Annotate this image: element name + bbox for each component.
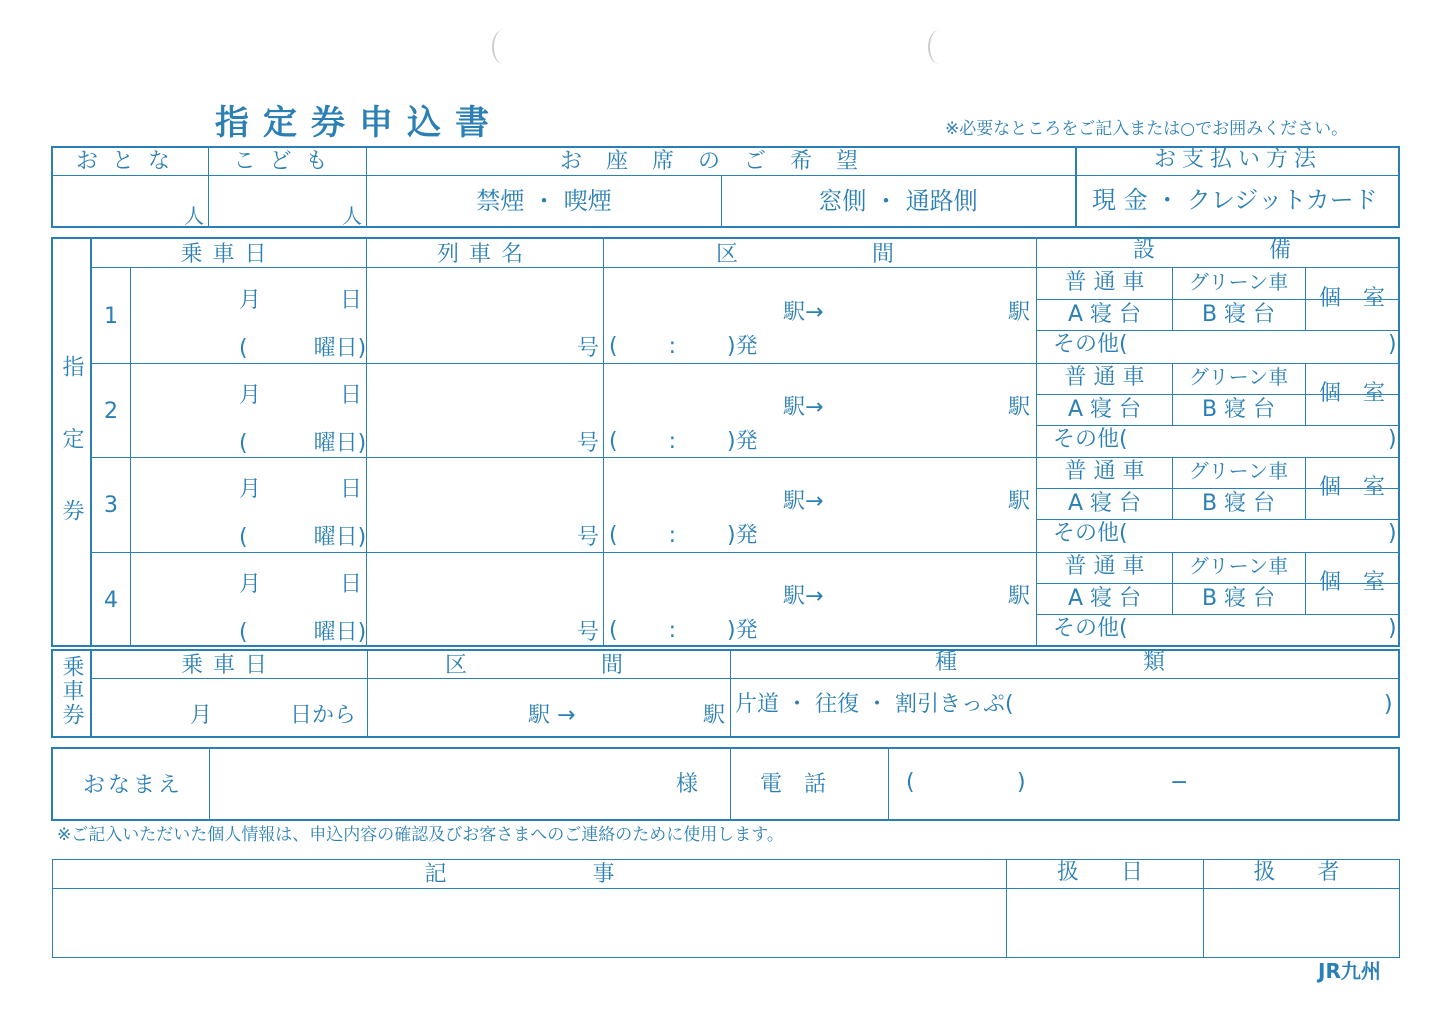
punch-hole-right xyxy=(928,30,950,64)
header-section: 区 間 xyxy=(715,242,924,267)
day-label: 日 xyxy=(340,477,363,502)
departure-time-label: ( : )発 xyxy=(609,334,758,359)
phone-open-paren: ( xyxy=(906,770,915,795)
station-from-label: 駅→ xyxy=(783,395,824,420)
reserved-row xyxy=(91,457,1399,551)
train-number-label: 号 xyxy=(577,336,600,361)
other-facility-close: ) xyxy=(1388,521,1397,546)
adult-label: おとな xyxy=(75,149,184,174)
station-to-label: 駅 xyxy=(1008,489,1031,514)
other-facility-label[interactable]: その他( xyxy=(1053,427,1128,452)
row-number: 2 xyxy=(104,399,118,424)
station-from-label: 駅→ xyxy=(783,300,824,325)
other-facility-label[interactable]: その他( xyxy=(1053,521,1128,546)
weekday-label: ( 曜日) xyxy=(239,620,367,645)
ticket-day-from: 日から xyxy=(290,703,357,728)
form-title: 指定券申込書 xyxy=(215,103,503,143)
train-name-field[interactable] xyxy=(368,270,602,360)
day-label: 日 xyxy=(340,288,363,313)
reserved-section-text: 指定券 xyxy=(59,355,84,571)
ticket-header-section: 区 間 xyxy=(444,653,653,678)
sleeper-a-option[interactable]: A 寝 台 xyxy=(1067,302,1142,327)
reserved-row xyxy=(91,552,1399,646)
sleeper-a-option[interactable]: A 寝 台 xyxy=(1067,397,1142,422)
other-facility-close: ) xyxy=(1388,427,1397,452)
month-label: 月 xyxy=(239,383,262,408)
month-label: 月 xyxy=(239,572,262,597)
train-number-label: 号 xyxy=(577,431,600,456)
handler-label: 扱 者 xyxy=(1253,860,1350,885)
header-train-name: 列車名 xyxy=(436,242,533,267)
row-number: 3 xyxy=(104,493,118,518)
header-ride-date: 乗車日 xyxy=(180,242,277,267)
basic-ticket-section-text: 乗車券 xyxy=(59,655,84,727)
month-label: 月 xyxy=(239,477,262,502)
ticket-header-type: 種 類 xyxy=(934,650,1195,675)
smoking-options[interactable]: 禁煙 ・ 喫煙 xyxy=(476,187,612,215)
departure-time-label: ( : )発 xyxy=(609,523,758,548)
name-honorific: 様 xyxy=(676,772,699,797)
car-ordinary-option[interactable]: 普 通 車 xyxy=(1064,554,1145,579)
weekday-label: ( 曜日) xyxy=(239,336,367,361)
car-green-option[interactable]: グリーン車 xyxy=(1188,270,1289,294)
basic-ticket-section-label xyxy=(52,655,90,727)
reserved-row xyxy=(91,268,1399,362)
train-name-field[interactable] xyxy=(368,459,602,549)
header-facility: 設 備 xyxy=(1132,238,1303,263)
other-facility-close: ) xyxy=(1388,332,1397,357)
seat-position-options[interactable]: 窓側 ・ 通路側 xyxy=(818,187,978,215)
private-room-option[interactable]: 個 室 xyxy=(1318,286,1385,311)
other-facility-close: ) xyxy=(1388,616,1397,641)
other-facility-label[interactable]: その他( xyxy=(1053,616,1128,641)
car-ordinary-option[interactable]: 普 通 車 xyxy=(1064,459,1145,484)
instruction-note: ※必要なところをご記入または○でお囲みください。 xyxy=(945,119,1349,139)
punch-hole-left xyxy=(492,30,514,64)
private-room-option[interactable]: 個 室 xyxy=(1318,381,1385,406)
adult-person-unit: 人 xyxy=(184,204,204,228)
notes-label: 記 事 xyxy=(424,862,635,887)
station-to-label: 駅 xyxy=(1008,395,1031,420)
child-person-unit: 人 xyxy=(342,204,362,228)
weekday-label: ( 曜日) xyxy=(239,431,367,456)
ticket-type-close: ) xyxy=(1384,692,1393,717)
car-ordinary-option[interactable]: 普 通 車 xyxy=(1064,365,1145,390)
handling-date-label: 扱 日 xyxy=(1056,860,1153,885)
ticket-header-date: 乗車日 xyxy=(180,653,277,678)
other-facility-label[interactable]: その他( xyxy=(1053,332,1128,357)
privacy-note: ※ご記入いただいた個人情報は、申込内容の確認及びお客さまへのご連絡のために使用します。 xyxy=(57,825,784,845)
phone-field[interactable] xyxy=(890,749,1398,819)
private-room-option[interactable]: 個 室 xyxy=(1318,570,1385,595)
day-label: 日 xyxy=(340,383,363,408)
car-green-option[interactable]: グリーン車 xyxy=(1188,365,1289,389)
ticket-station-from: 駅 → xyxy=(528,703,576,728)
payment-options[interactable]: 現 金 ・ クレジットカード xyxy=(1092,186,1378,214)
private-room-option[interactable]: 個 室 xyxy=(1318,475,1385,500)
car-green-option[interactable]: グリーン車 xyxy=(1188,554,1289,578)
station-to-label: 駅 xyxy=(1008,584,1031,609)
sleeper-b-option[interactable]: B 寝 台 xyxy=(1201,302,1276,327)
name-field[interactable] xyxy=(211,749,729,819)
station-from-label: 駅→ xyxy=(783,584,824,609)
car-green-option[interactable]: グリーン車 xyxy=(1188,459,1289,483)
payment-method-label: お支払い方法 xyxy=(1153,147,1322,172)
departure-time-label: ( : )発 xyxy=(609,618,758,643)
ticket-month: 月 xyxy=(190,703,213,728)
ticket-station-to: 駅 xyxy=(703,703,726,728)
seat-preference-label: お座席のご希望 xyxy=(559,149,882,174)
month-label: 月 xyxy=(239,288,262,313)
station-to-label: 駅 xyxy=(1008,300,1031,325)
sleeper-a-option[interactable]: A 寝 台 xyxy=(1067,491,1142,516)
sleeper-b-option[interactable]: B 寝 台 xyxy=(1201,491,1276,516)
sleeper-a-option[interactable]: A 寝 台 xyxy=(1067,586,1142,611)
train-number-label: 号 xyxy=(577,525,600,550)
ticket-type-options[interactable]: 片道 ・ 往復 ・ 割引きっぷ( xyxy=(735,692,1014,717)
phone-close-paren: ) xyxy=(1017,770,1026,795)
child-label: こども xyxy=(233,149,342,174)
sleeper-b-option[interactable]: B 寝 台 xyxy=(1201,397,1276,422)
reserved-section-label xyxy=(52,355,90,571)
phone-dash: − xyxy=(1170,770,1189,795)
row-number: 4 xyxy=(104,588,118,613)
phone-label: 電 話 xyxy=(760,772,827,797)
sleeper-b-option[interactable]: B 寝 台 xyxy=(1201,586,1276,611)
train-number-label: 号 xyxy=(577,620,600,645)
train-name-field[interactable] xyxy=(368,554,602,644)
reserved-row xyxy=(91,363,1399,457)
departure-time-label: ( : )発 xyxy=(609,429,758,454)
row-number: 1 xyxy=(104,304,118,329)
station-from-label: 駅→ xyxy=(783,489,824,514)
jr-kyushu-logo: JR九州 xyxy=(1318,959,1381,983)
train-name-field[interactable] xyxy=(368,365,602,455)
weekday-label: ( 曜日) xyxy=(239,525,367,550)
car-ordinary-option[interactable]: 普 通 車 xyxy=(1064,270,1145,295)
name-label: おなまえ xyxy=(83,773,184,798)
day-label: 日 xyxy=(340,572,363,597)
